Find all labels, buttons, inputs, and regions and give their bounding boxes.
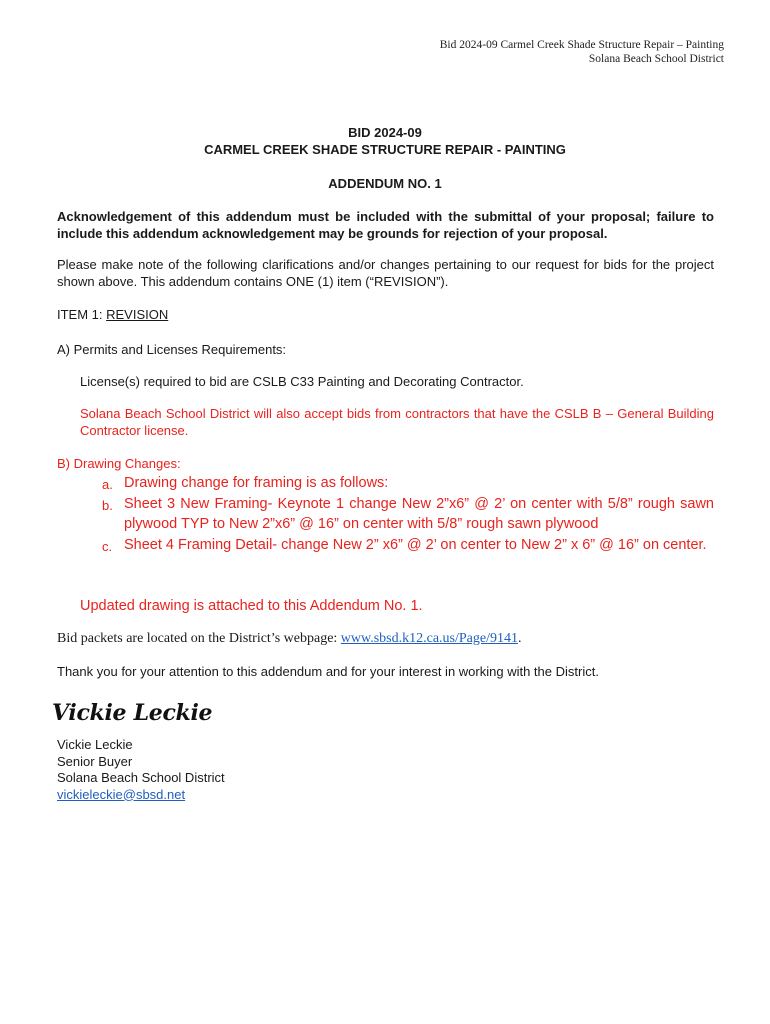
item-title: REVISION [106, 307, 169, 322]
drawing-change-a: Drawing change for framing is as follows: [124, 475, 389, 491]
section-b-heading: B) Drawing Changes: [57, 456, 181, 471]
drawing-change-b: Sheet 3 New Framing- Keynote 1 change New 2”x6” @ 2’ on center with 5/8” rough sawn plywood TYP to New 2”x6” @ 16” on center with 5/8” rough sawn plywood [124, 496, 714, 532]
signer-email-link[interactable]: vickieleckie@sbsd.net [57, 786, 186, 802]
list-label-b: b. [102, 498, 113, 513]
bid-packets-line [57, 630, 714, 647]
list-label-c: c. [102, 539, 113, 554]
signer-organization: Solana Beach School District [57, 770, 225, 785]
bid-packets-text: Bid packets are located on the District’s webpage: [57, 631, 341, 646]
header-district-line: Solana Beach School District [588, 53, 724, 65]
thank-you-line: Thank you for your attention to this addendum and for your interest in working with the District. [57, 664, 599, 679]
intro-paragraph: Please make note of the following clarifications and/or changes pertaining to our request for bids for the project shown above. This addendum contains ONE (1) item (“REVISION”). [57, 257, 714, 289]
list-label-a: a. [102, 477, 113, 492]
signature-block [57, 737, 714, 803]
item-label: ITEM 1: [57, 307, 107, 322]
bid-packets-period: . [517, 631, 522, 646]
handwritten-signature: Vickie Leckie [52, 700, 213, 726]
header-bid-line: Bid 2024-09 Carmel Creek Shade Structure Repair – Painting [439, 39, 724, 51]
bid-number: BID 2024-09 [348, 125, 422, 140]
acknowledgement-paragraph: Acknowledgement of this addendum must be included with the submittal of your proposal; failure to include this addendum acknowledgement may be grounds for rejection of your proposal. [57, 209, 714, 241]
item-heading [57, 306, 714, 323]
document-header [440, 38, 724, 66]
drawing-change-c: Sheet 4 Framing Detail- change New 2” x6” @ 2’ on center to New 2” x 6” @ 16” on center. [124, 537, 707, 553]
cslb-b-note: Solana Beach School District will also accept bids from contractors that have the CSLB B – General Building Contractor license. [80, 406, 714, 438]
addendum-title: ADDENDUM NO. 1 [328, 176, 442, 191]
updated-drawing-note: Updated drawing is attached to this Addendum No. 1. [80, 598, 423, 614]
license-requirement: License(s) required to bid are CSLB C33 Painting and Decorating Contractor. [80, 374, 524, 389]
district-webpage-link[interactable]: www.sbsd.k12.ca.us/Page/9141 [340, 631, 518, 646]
signer-name: Vickie Leckie [57, 737, 133, 752]
signer-title: Senior Buyer [57, 753, 133, 769]
project-title: CARMEL CREEK SHADE STRUCTURE REPAIR - PAINTING [204, 142, 566, 157]
section-a-heading: A) Permits and Licenses Requirements: [57, 342, 287, 357]
